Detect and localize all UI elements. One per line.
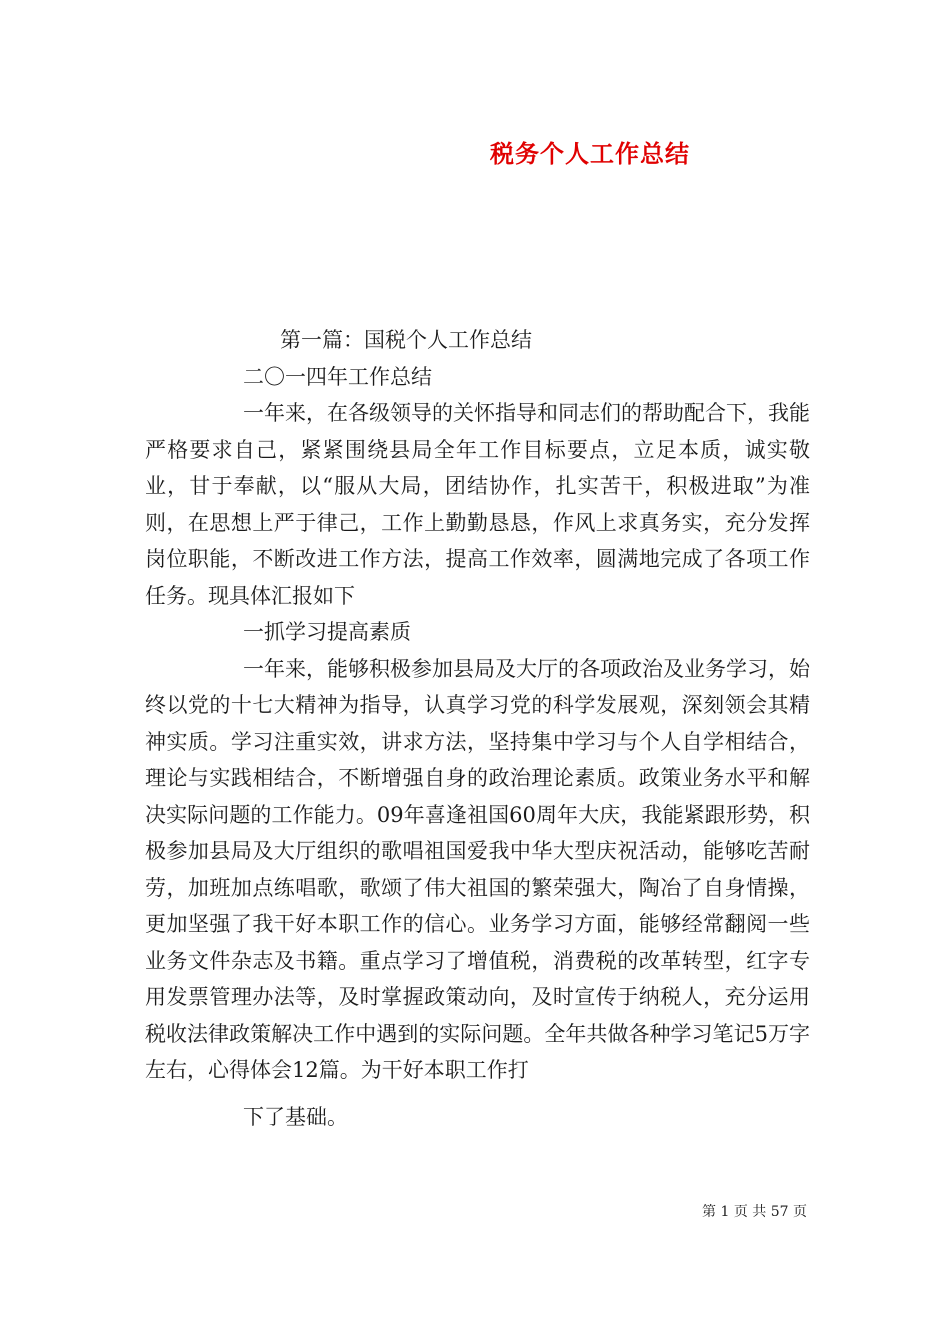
paragraph-intro: 一年来，在各级领导的关怀指导和同志们的帮助配合下，我能严格要求自己，紧紧围绕县局全年工作目标要点，立足本质，诚实敬业，甘于奉献，以“服从大局，团结协作，扎实苦干，积极进取”为准则，在思想上严于律己，工作上勤勤恳恳，作风上求真务实，充分发挥岗位职能，不断改进工作方法，提高工作效率，圆满地完成了各项工作任务。现具体汇报如下	[145, 401, 810, 608]
document-body	[145, 322, 810, 1135]
page-indicator: 第 1 页 共 57 页	[702, 1204, 807, 1220]
section-heading: 第一篇：国税个人工作总结	[280, 328, 532, 352]
point-heading: 一抓学习提高素质	[243, 620, 411, 644]
document-title: 税务个人工作总结	[490, 140, 690, 168]
paragraph-study: 一年来，能够积极参加县局及大厅的各项政治及业务学习，始终以党的十七大精神为指导，认真学习党的科学发展观，深刻领会其精神实质。学习注重实效，讲求方法，坚持集中学习与个人自学相结合，理论与实践相结合，不断增强自身的政治理论素质。政策业务水平和解决实际问题的工作能力。09年喜逢祖国60周年大庆，我能紧跟形势，积极参加县局及大厅组织的歌唱祖国爱我中华大型庆祝活动，能够吃苦耐劳，加班加点练唱歌，歌颂了伟大祖国的繁荣强大，陶冶了自身情操，更加坚强了我干好本职工作的信心。业务学习方面，能够经常翻阅一些业务文件杂志及书籍。重点学习了增值税，消费税的改革转型，红字专用发票管理办法等，及时掌握政策动向，及时宣传于纳税人，充分运用税收法律政策解决工作中遇到的实际问题。全年共做各种学习笔记5万字左右，心得体会12篇。为干好本职工作打	[145, 656, 810, 1082]
paragraph-tail: 下了基础。	[243, 1104, 348, 1129]
subheading: 二〇一四年工作总结	[243, 364, 432, 389]
